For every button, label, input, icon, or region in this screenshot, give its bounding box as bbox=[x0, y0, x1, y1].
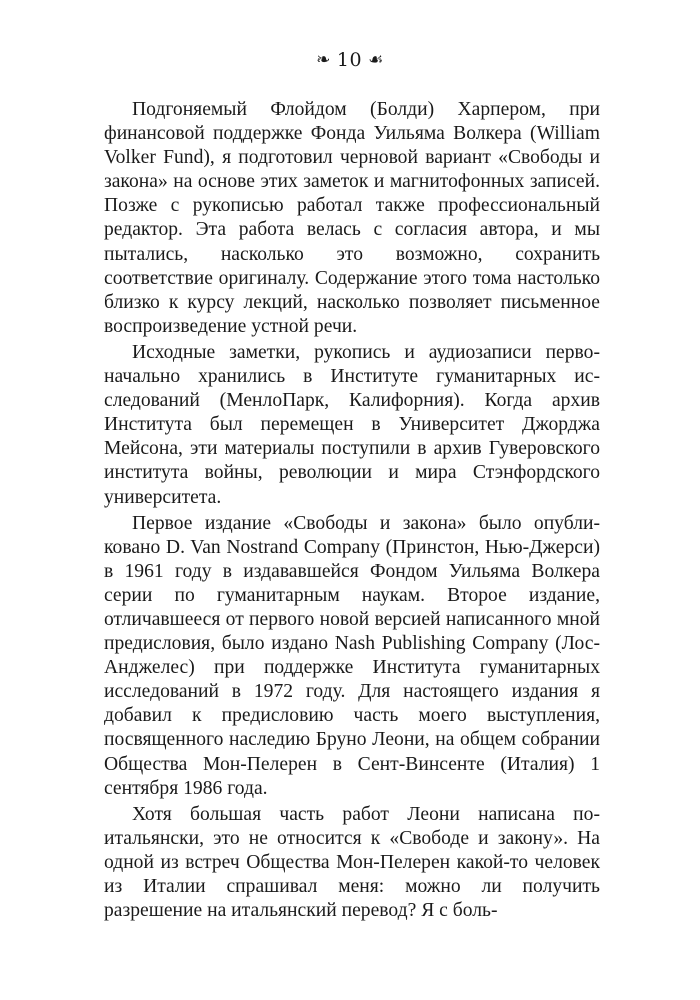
paragraph: Исходные заметки, рукопись и аудиозаписи первоначально хранились в Институте гуманитарных исследований (МенлоПарк, Калифорния). Когда архив Института был перемещен в Университет Джорджа Мейсона, эти материалы поступили в архив Гуверовского института войны, революции и мира Стэнфордского университета. bbox=[104, 341, 600, 508]
paragraph: Подгоняемый Флойдом (Болди) Харпером, при финансовой поддержке Фонда Уильяма Волкера (William Volker Fund), я подготовил черновой вариант «Свободы и закона» на основе этих заметок и магнитофонных записей. Позже с рукописью работал также профессиональный редактор. Эта работа велась с согласия автора, и мы пытались, насколько это возможно, сохранить соответствие оригиналу. Содержание этого тома настолько близко к курсу лекций, насколько позволяет письменное воспроизведение устной речи. bbox=[104, 99, 600, 337]
right-ornament-icon: ☙︎ bbox=[368, 50, 384, 70]
left-ornament-icon: ❧︎ bbox=[316, 50, 331, 70]
page-header bbox=[0, 48, 700, 72]
page-number: 10 bbox=[336, 49, 363, 71]
paragraph: Хотя большая часть работ Леони написана по-итальянски, это не относится к «Свободе и закону». На одной из встреч Общества Мон-Пелерен какой-то человек из Италии спрашивал меня: можно ли получить разрешение на итальянский перевод? Я с боль- bbox=[104, 803, 600, 922]
paragraph: Первое издание «Свободы и закона» было опубликовано D. Van Nostrand Company (Принстон, Нью-Джерси) в 1961 году в издававшейся Фондом Уильяма Волкера серии по гуманитарным наукам. Второе издание, отличавшееся от первого новой версией написанного мной предисловия, было издано Nash Publishing Company (Лос-Анджелес) при поддержке Института гуманитарных исследований в 1972 году. Для настоящего издания я добавил к предисловию часть моего выступления, посвященного наследию Бруно Леони, на общем собрании Общества Мон-Пелерен в Сент-Винсенте (Италия) 1 сентября 1986 года. bbox=[104, 512, 600, 799]
body-text bbox=[104, 98, 600, 925]
